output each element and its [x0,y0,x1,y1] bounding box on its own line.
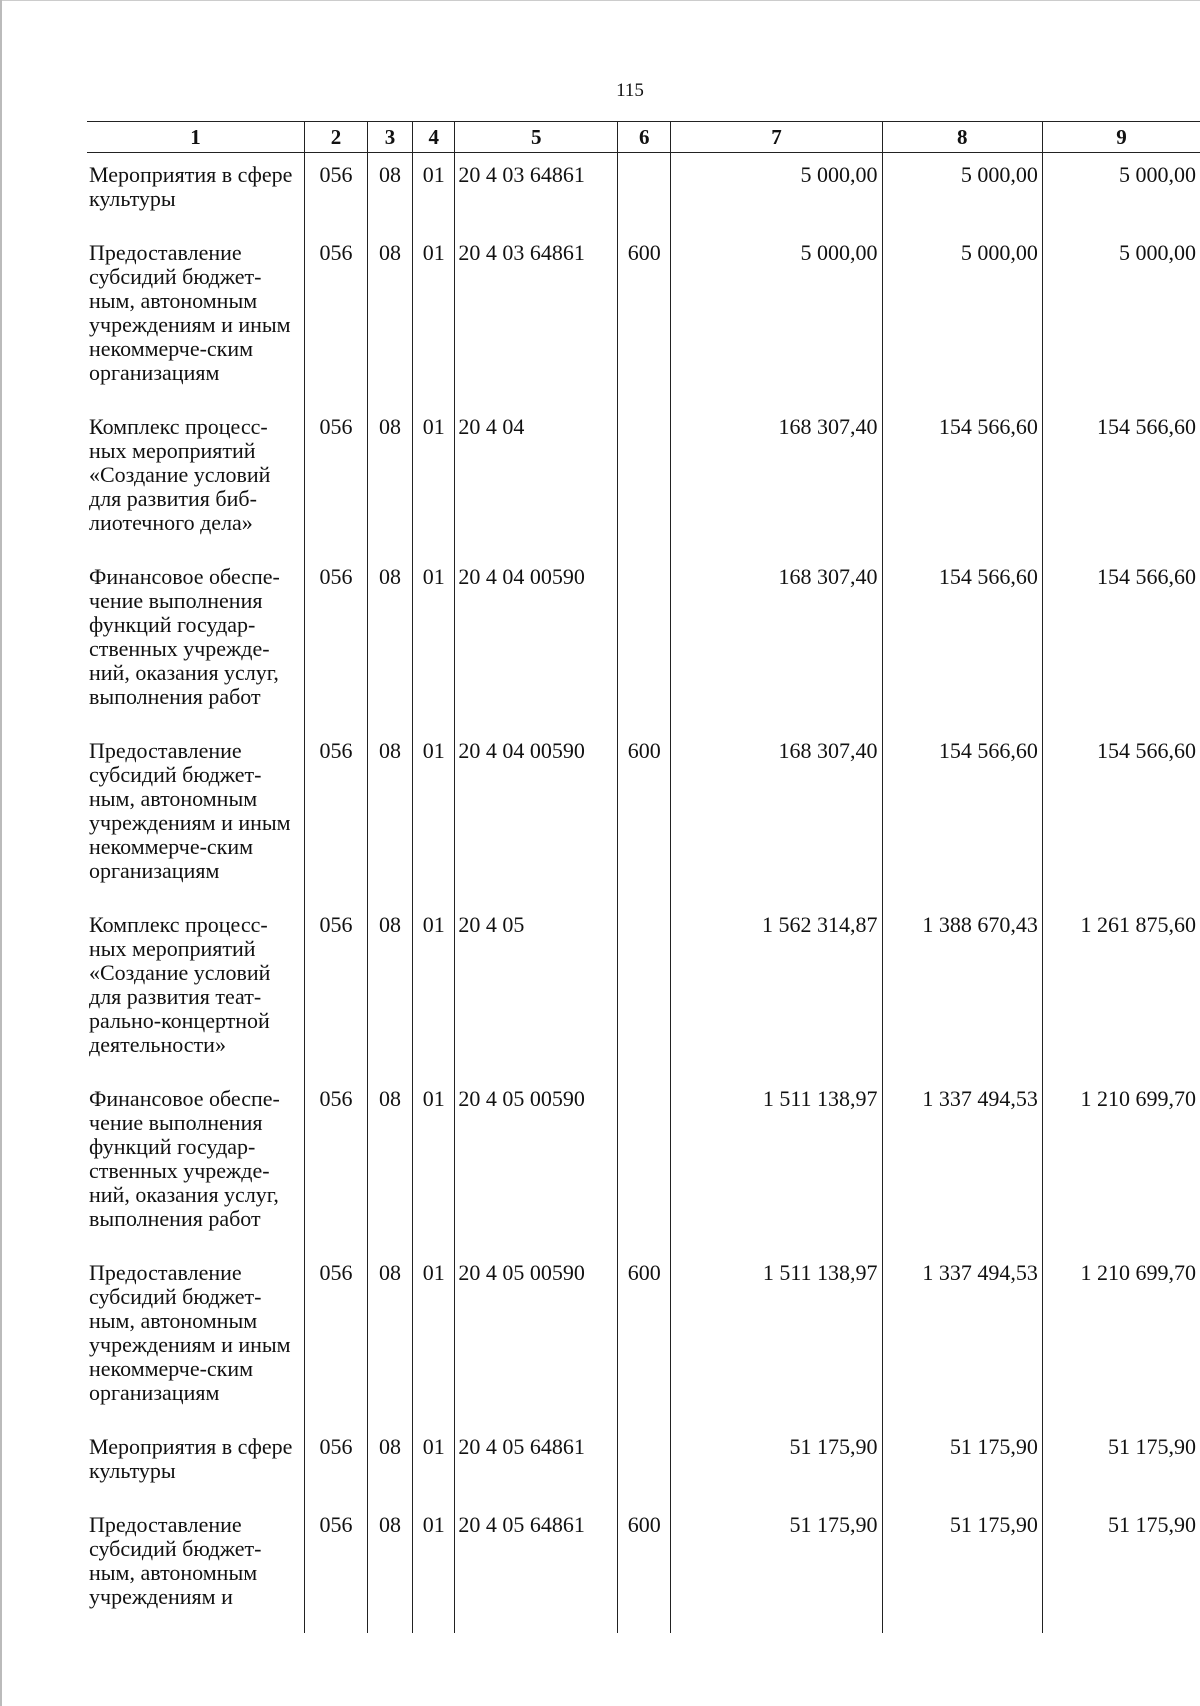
amount-col-7: 1 511 138,97 [671,1077,882,1251]
amount-col-7: 51 175,90 [671,1425,882,1503]
target-article-code: 20 4 05 [455,903,618,1077]
header-row [87,122,1200,153]
item-name: Мероприятия в сфере культуры [89,162,293,211]
amount-col-9: 1 210 699,70 [1042,1251,1200,1425]
expense-type-code [618,153,671,232]
expense-type-code [618,903,671,1077]
subsection-code: 01 [413,729,455,903]
subsection-code: 01 [413,1503,455,1633]
section-code: 08 [367,555,412,729]
amount-col-9: 1 261 875,60 [1042,903,1200,1077]
item-name: Предоставление субсидий бюджет-ным, автономным учреждениям и иным некоммерче-ским организациям [89,1260,291,1405]
grbs-code: 056 [305,1251,368,1425]
table-row [87,1251,1200,1425]
target-article-code: 20 4 05 00590 [455,1077,618,1251]
target-article-code: 20 4 04 00590 [455,729,618,903]
expense-type-code: 600 [618,729,671,903]
subsection-code: 01 [413,153,455,232]
expense-type-code [618,555,671,729]
target-article-code: 20 4 05 00590 [455,1251,618,1425]
amount-col-9: 154 566,60 [1042,555,1200,729]
column-header: 7 [671,122,882,153]
expense-type-code [618,1077,671,1251]
amount-col-9: 5 000,00 [1042,231,1200,405]
expense-type-code: 600 [618,1503,671,1633]
column-header: 9 [1042,122,1200,153]
subsection-code: 01 [413,1251,455,1425]
item-name: Предоставление субсидий бюджет-ным, автономным учреждениям и иным некоммерче-ским организациям [89,240,291,385]
amount-col-7: 1 511 138,97 [671,1251,882,1425]
section-code: 08 [367,405,412,555]
amount-col-7: 5 000,00 [671,231,882,405]
subsection-code: 01 [413,1425,455,1503]
amount-col-8: 154 566,60 [882,555,1042,729]
item-name: Предоставление субсидий бюджет-ным, автономным учреждениям и [89,1512,262,1609]
amount-col-9: 154 566,60 [1042,729,1200,903]
item-name: Мероприятия в сфере культуры [89,1434,293,1483]
table-row [87,555,1200,729]
scan-edge-top [0,0,1200,1]
target-article-code: 20 4 04 [455,405,618,555]
amount-col-7: 168 307,40 [671,729,882,903]
amount-col-7: 1 562 314,87 [671,903,882,1077]
amount-col-9: 5 000,00 [1042,153,1200,232]
subsection-code: 01 [413,231,455,405]
grbs-code: 056 [305,1425,368,1503]
target-article-code: 20 4 04 00590 [455,555,618,729]
target-article-code: 20 4 03 64861 [455,153,618,232]
amount-col-8: 5 000,00 [882,153,1042,232]
expense-type-code: 600 [618,231,671,405]
grbs-code: 056 [305,903,368,1077]
amount-col-7: 5 000,00 [671,153,882,232]
section-code: 08 [367,1077,412,1251]
grbs-code: 056 [305,153,368,232]
grbs-code: 056 [305,1077,368,1251]
item-name: Финансовое обеспе-чение выполнения функций государ-ственных учрежде-ний, оказания услуг, выполнения работ [89,564,280,709]
grbs-code: 056 [305,729,368,903]
table-row [87,1503,1200,1633]
section-code: 08 [367,231,412,405]
item-name: Предоставление субсидий бюджет-ным, автономным учреждениям и иным некоммерче-ским организациям [89,738,291,883]
amount-col-9: 51 175,90 [1042,1425,1200,1503]
subsection-code: 01 [413,903,455,1077]
amount-col-9: 154 566,60 [1042,405,1200,555]
table-row [87,729,1200,903]
section-code: 08 [367,1503,412,1633]
target-article-code: 20 4 05 64861 [455,1503,618,1633]
amount-col-8: 5 000,00 [882,231,1042,405]
column-header: 5 [455,122,618,153]
expense-type-code: 600 [618,1251,671,1425]
amount-col-8: 51 175,90 [882,1503,1042,1633]
section-code: 08 [367,153,412,232]
table-row [87,405,1200,555]
section-code: 08 [367,1251,412,1425]
amount-col-9: 51 175,90 [1042,1503,1200,1633]
expense-type-code [618,405,671,555]
table-row [87,1077,1200,1251]
amount-col-8: 51 175,90 [882,1425,1042,1503]
amount-col-7: 51 175,90 [671,1503,882,1633]
column-header: 8 [882,122,1042,153]
amount-col-8: 1 337 494,53 [882,1077,1042,1251]
table-row [87,1425,1200,1503]
expense-type-code [618,1425,671,1503]
amount-col-7: 168 307,40 [671,555,882,729]
item-name: Финансовое обеспе-чение выполнения функций государ-ственных учрежде-ний, оказания услуг, выполнения работ [89,1086,280,1231]
amount-col-8: 154 566,60 [882,405,1042,555]
column-header: 6 [618,122,671,153]
target-article-code: 20 4 05 64861 [455,1425,618,1503]
subsection-code: 01 [413,555,455,729]
table-row [87,231,1200,405]
column-header: 2 [305,122,368,153]
column-header: 4 [413,122,455,153]
grbs-code: 056 [305,555,368,729]
amount-col-8: 1 388 670,43 [882,903,1042,1077]
grbs-code: 056 [305,1503,368,1633]
grbs-code: 056 [305,231,368,405]
amount-col-8: 1 337 494,53 [882,1251,1042,1425]
budget-table [87,121,1200,1633]
section-code: 08 [367,1425,412,1503]
table-row [87,153,1200,232]
item-name: Комплекс процесс-ных мероприятий «Создание условий для развития биб-лиотечного дела» [89,414,271,535]
subsection-code: 01 [413,1077,455,1251]
amount-col-7: 168 307,40 [671,405,882,555]
item-name: Комплекс процесс-ных мероприятий «Создание условий для развития теат-рально-концертной деятельности» [89,912,271,1057]
target-article-code: 20 4 03 64861 [455,231,618,405]
table-row [87,903,1200,1077]
section-code: 08 [367,903,412,1077]
section-code: 08 [367,729,412,903]
column-header: 1 [87,122,305,153]
column-header: 3 [367,122,412,153]
amount-col-9: 1 210 699,70 [1042,1077,1200,1251]
scan-edge-left [0,0,2,1706]
amount-col-8: 154 566,60 [882,729,1042,903]
page-number: 115 [616,80,644,101]
subsection-code: 01 [413,405,455,555]
grbs-code: 056 [305,405,368,555]
